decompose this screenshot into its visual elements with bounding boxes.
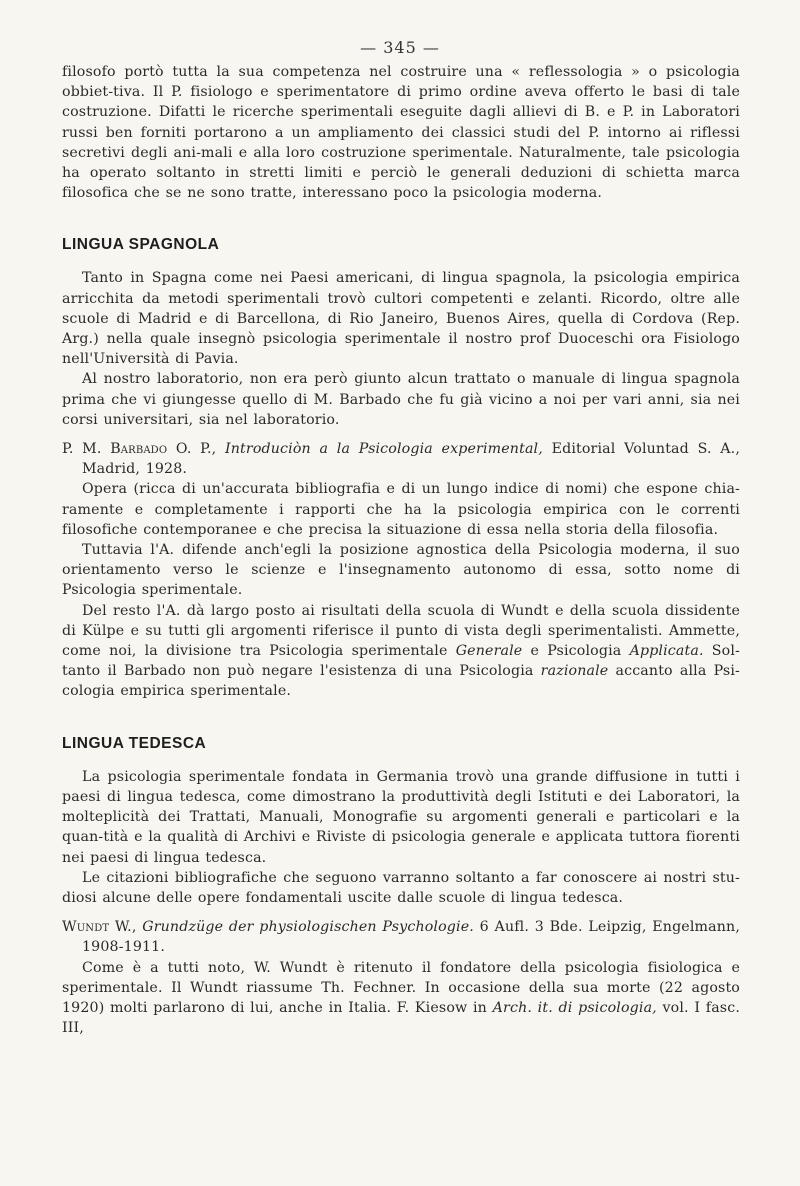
emphasis-generale: Generale — [455, 643, 523, 660]
section-heading-german: LINGUA TEDESCA — [62, 734, 207, 752]
ref-title: Grundzüge der physiologischen Psychologie. — [142, 919, 474, 936]
text-run: accanto alla Psi-cologia empirica sperimentale. — [62, 663, 740, 700]
ref-publication: Editorial Voluntad S. A., Madrid, 1928. — [82, 441, 740, 478]
ref-author-suffix: O. P., — [167, 441, 225, 458]
ref-author-name: Wundt — [62, 919, 110, 936]
section-heading-spanish: LINGUA SPAGNOLA — [62, 236, 220, 254]
emphasis-razionale: razionale — [540, 663, 609, 680]
spacer — [62, 908, 740, 917]
german-paragraph-3 — [62, 958, 740, 1039]
text-run: vol. I fasc. III, — [62, 999, 740, 1037]
spacer — [62, 430, 740, 439]
ref-author-prefix: P. M. — [62, 441, 111, 458]
ref-author-suffix: W., — [109, 919, 143, 936]
german-paragraph-2: Le citazioni bibliografiche che seguono varranno soltanto a far conoscere ai nostri stu-diosi alcune delle opere fondamentali uscite dalle scuole di lingua tedesca. — [62, 869, 740, 906]
german-paragraph-1: La psicologia sperimentale fondata in Germania trovò una grande diffusione in tutti i paesi di lingua tedesca, come dimostrano la produttività degli Istituti e dei Laboratori, la molteplicità dei Trattati, Manuali, Monografie su argomenti generali e particolari e la quan-tità e la qualità di Archivi e Riviste di psicologia generale e applicata tuttora fiorenti nei paesi di lingua tedesca. — [62, 768, 740, 866]
spanish-paragraph-2: Al nostro laboratorio, non era però giunto alcun trattato o manuale di lingua spagnola prima che vi giungesse quello di M. Barbado che fu già vicino a noi per vari anni, sia nei corsi universitari, sia nel laboratorio. — [62, 371, 740, 428]
text-run: Del resto l'A. dà largo posto ai risultati della scuola di Wundt e della scuola dissidente di Külpe e su tutti gli argomenti riferisce il punto di vista degli sperimentalisti. Ammette, come noi, la divisione tra Psicologia sperimentale — [62, 602, 740, 660]
emphasis-journal: Arch. it. di psicologia, — [492, 999, 657, 1016]
text-run: e Psicologia — [522, 643, 630, 660]
ref-title: Introduciòn a la Psicologia experimental, — [225, 441, 543, 458]
page-number: — 345 — — [360, 38, 440, 57]
spanish-paragraph-1: Tanto in Spagna come nei Paesi americani, di lingua spagnola, la psicologia empirica arricchita da metodi sperimentali trovò cultori competenti e zelanti. Ricordo, oltre alle scuole di Madrid e di Barcellona, di Rio Janeiro, Buenos Aires, quella di Cordova (Rep. Arg.) nella quale insegnò psicologia sperimentale il nostro prof Duoceschi ora Fisiologo nell'Università di Pavia. — [62, 270, 740, 368]
german-reference — [62, 917, 740, 957]
ref-author-name: Barbado — [110, 441, 168, 458]
spanish-paragraph-5 — [62, 601, 740, 702]
intro-paragraph: filosofo portò tutta la sua competenza nel costruire una « reflessologia » o psicologia obbiet-tiva. Il P. fisiologo e sperimentatore di primo ordine aveva offerto le basi di tale costruzione. Difatti le ricerche sperimentali eseguite dagli allievi di B. e P. in Laboratori russi ben forniti portarono a un ampliamento dei classici studi del P. intorno ai riflessi secretivi degli ani-mali e alla loro costruzione sperimentale. Naturalmente, tale psicologia ha operato soltanto in stretti limiti e perciò le generali deduzioni di schietta marca filosofica che se ne sono tratte, interessano poco la psicologia moderna. — [62, 64, 740, 202]
spanish-reference — [62, 439, 740, 479]
ref-publication: 6 Aufl. 3 Bde. Leipzig, Engelmann, 1908-1911. — [82, 919, 740, 956]
spanish-paragraph-4: Tuttavia l'A. difende anch'egli la posizione agnostica della Psicologia moderna, il suo orientamento verso le scienze e l'insegnamento autonomo di essa, sotto nome di Psicologia sperimentale. — [62, 542, 740, 599]
emphasis-applicata: Applicata. — [629, 643, 704, 660]
text-run: Sol-tanto il Barbado non può negare l'esistenza di una Psicologia — [62, 643, 740, 680]
spanish-paragraph-3: Opera (ricca di un'accurata bibliografia e di un lungo indice di nomi) che espone chia-ramente e completamente i rapporti che ha la psicologia empirica con le correnti filosofiche contemporanee e che precisa la situazione di essa nella storia della filosofia. — [62, 481, 740, 538]
text-run: Come è a tutti noto, W. Wundt è ritenuto il fondatore della psicologia fisiologica e sperimentale. Il Wundt riassume Th. Fechner. In occasione della sua morte (22 agosto 1920) molti parlarono di lui, anche in Italia. F. Kiesow in — [62, 959, 740, 1016]
